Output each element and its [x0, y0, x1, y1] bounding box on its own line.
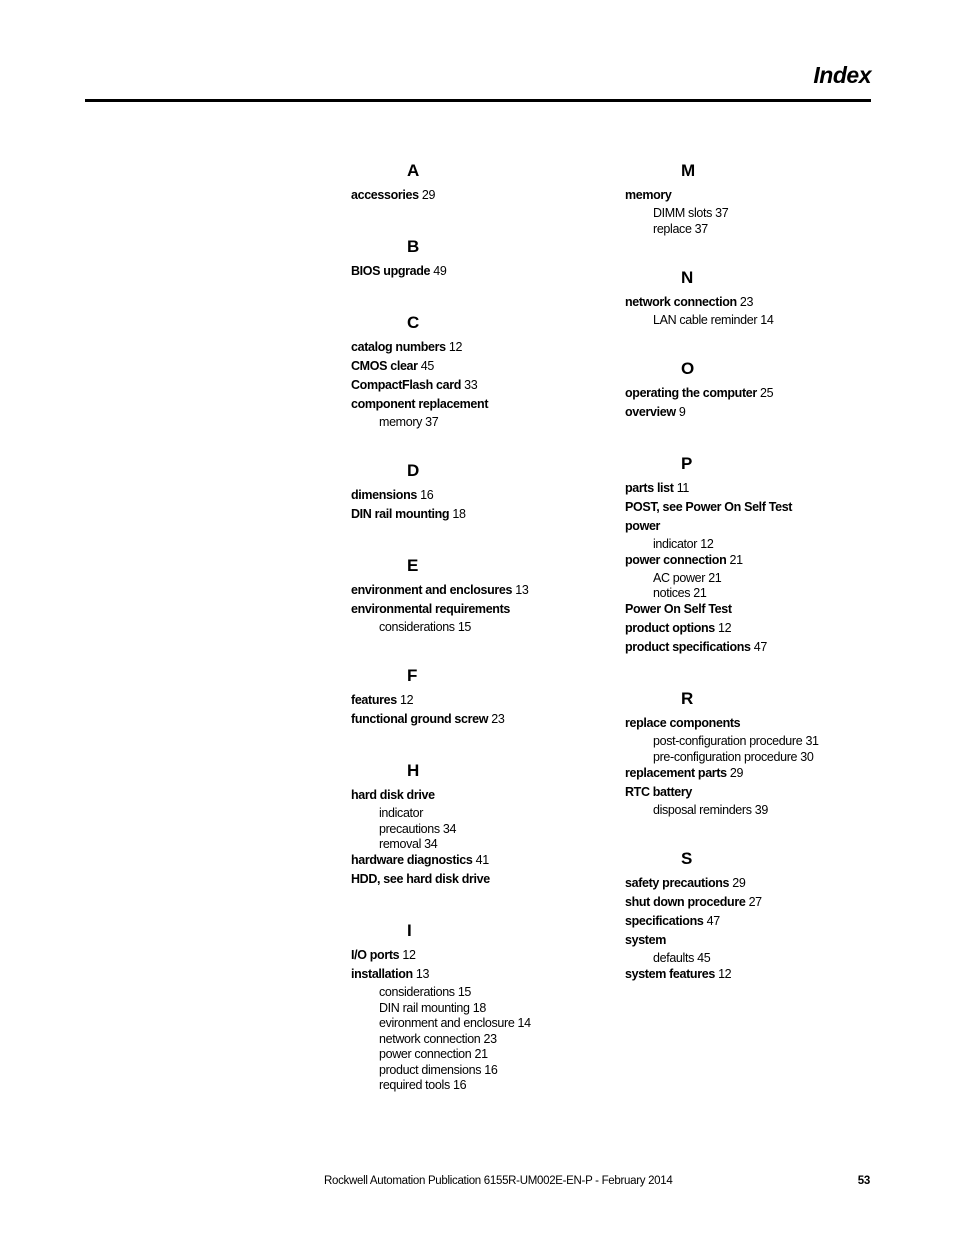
index-term: CompactFlash card [351, 378, 462, 392]
index-subentry: power connection 21 [379, 1047, 488, 1061]
index-page: 25 [756, 385, 774, 400]
index-page: 23 [488, 712, 505, 726]
index-entry [351, 360, 434, 373]
index-term: product options [625, 621, 715, 635]
index-entry [351, 789, 435, 802]
index-entry [351, 189, 435, 202]
index-entry [625, 482, 689, 495]
index-entry [625, 767, 743, 780]
index-page: 45 [417, 359, 434, 373]
index-page: 9 [675, 404, 686, 419]
index-page: 12 [714, 621, 732, 635]
index-term: power [625, 518, 661, 533]
index-term: CMOS clear [351, 359, 418, 373]
section-letter: D [407, 461, 420, 480]
index-entry [351, 968, 429, 981]
index-entry [625, 968, 731, 981]
index-page: 27 [745, 894, 762, 909]
section-letter: B [407, 237, 420, 256]
index-entry [351, 854, 489, 867]
section-letter: E [407, 556, 419, 575]
index-entry [625, 520, 660, 533]
index-subentry: replace 37 [653, 221, 708, 236]
index-page: 47 [703, 913, 720, 928]
section-letter: N [681, 267, 694, 287]
section-letter: S [681, 848, 693, 868]
index-term: system [625, 932, 666, 947]
index-entry [625, 554, 743, 567]
index-term: installation [351, 967, 413, 981]
index-entry [351, 584, 528, 597]
index-term: catalog numbers [351, 340, 446, 354]
index-page: 12 [396, 693, 414, 707]
index-page: 29 [418, 188, 436, 202]
section-letter: H [407, 761, 420, 780]
index-entry [625, 189, 672, 202]
index-term: system features [625, 966, 715, 981]
index-subentry: memory 37 [379, 415, 439, 429]
index-subentry: AC power 21 [653, 570, 722, 585]
index-entry [625, 934, 666, 947]
index-page: 29 [726, 765, 744, 780]
index-entry [625, 387, 773, 400]
index-entry [625, 717, 740, 730]
index-subentry: DIN rail mounting 18 [379, 1000, 486, 1015]
index-subentry: required tools 16 [379, 1078, 467, 1092]
index-term: accessories [351, 188, 419, 202]
page-title: Index [813, 62, 871, 88]
index-term: parts list [625, 480, 674, 495]
index-term: component replacement [351, 397, 489, 411]
index-page: 23 [736, 294, 754, 309]
section-letter: M [681, 161, 696, 180]
index-term: DIN rail mounting [351, 507, 450, 521]
index-term: features [351, 693, 397, 707]
index-entry [625, 915, 720, 928]
section-letter: P [681, 453, 693, 473]
index-entry [625, 501, 792, 514]
index-page: 12 [399, 948, 416, 962]
index-subentry: notices 21 [653, 586, 707, 600]
section-letter: I [407, 921, 412, 940]
index-subentry: indicator 12 [653, 536, 714, 551]
header-rule [85, 99, 871, 102]
footer-page-number: 53 [857, 1175, 870, 1187]
index-term: hardware diagnostics [351, 853, 473, 867]
index-page: 47 [750, 640, 767, 654]
index-page: 21 [726, 552, 743, 567]
index-term: RTC battery [625, 784, 692, 799]
index-term: shut down procedure [625, 894, 746, 909]
index-entry [351, 398, 488, 411]
index-term: product specifications [625, 640, 751, 654]
index-term: functional ground screw [351, 712, 489, 726]
index-term: specifications [625, 913, 704, 928]
index-term: replacement parts [625, 765, 727, 780]
index-term: replace components [625, 716, 741, 730]
index-term: environment and enclosures [351, 583, 513, 597]
index-subentry: removal 34 [379, 837, 438, 851]
index-entry [625, 877, 745, 890]
index-term: HDD, see hard disk drive [351, 872, 490, 886]
index-subentry: product dimensions 16 [379, 1062, 498, 1077]
index-entry [351, 508, 466, 521]
index-page: 12 [714, 966, 732, 981]
index-subentry: indicator [379, 806, 424, 820]
index-entry [625, 896, 762, 909]
index-entry [351, 694, 413, 707]
index-entry [625, 603, 732, 616]
index-subentry: post-configuration procedure 31 [653, 734, 819, 748]
index-page: 41 [472, 853, 489, 867]
index-subentry: disposal reminders 39 [653, 802, 768, 817]
index-term: environmental requirements [351, 602, 511, 616]
section-letter: C [407, 313, 420, 332]
index-entry [351, 379, 477, 392]
index-page: 13 [412, 967, 430, 981]
index-term: Power On Self Test [625, 602, 732, 616]
index-entry [625, 406, 685, 419]
index-term: dimensions [351, 488, 417, 502]
index-entry [625, 786, 692, 799]
index-term: BIOS upgrade [351, 264, 431, 278]
index-entry [351, 341, 462, 354]
index-entry [351, 265, 446, 278]
index-subentry: network connection 23 [379, 1031, 497, 1046]
index-subentry: defaults 45 [653, 950, 711, 965]
index-page: 18 [449, 507, 466, 521]
index-page: 49 [430, 264, 447, 278]
index-term: memory [625, 188, 672, 202]
index-term: POST, see Power On Self Test [625, 499, 793, 514]
index-subentry: considerations 15 [379, 620, 472, 634]
index-subentry: considerations 15 [379, 985, 472, 999]
index-subentry: DIMM slots 37 [653, 206, 729, 220]
section-letter: O [681, 358, 695, 378]
index-subentry: precautions 34 [379, 821, 457, 836]
index-page: 11 [673, 480, 690, 495]
index-term: operating the computer [625, 385, 757, 400]
footer-publication: Rockwell Automation Publication 6155R-UM002E-EN-P - February 2014 [324, 1175, 673, 1187]
index-term: overview [625, 404, 676, 419]
index-page: 12 [445, 340, 463, 354]
index-page: 29 [729, 875, 746, 890]
index-entry [351, 603, 510, 616]
index-term: safety precautions [625, 875, 730, 890]
index-entry [625, 641, 767, 654]
section-letter: R [681, 689, 694, 708]
index-term: network connection [625, 294, 737, 309]
index-page: 33 [461, 378, 478, 392]
index-subentry: pre-configuration procedure 30 [653, 749, 814, 764]
index-term: I/O ports [351, 948, 400, 962]
index-subentry: evironment and enclosure 14 [379, 1016, 531, 1030]
index-entry [351, 489, 433, 502]
section-letter: F [407, 666, 418, 685]
section-letter: A [407, 161, 420, 180]
index-entry [625, 296, 753, 309]
index-term: hard disk drive [351, 788, 435, 802]
index-entry [351, 713, 504, 726]
index-entry [351, 873, 490, 886]
index-subentry: LAN cable reminder 14 [653, 312, 774, 327]
index-page: 13 [512, 583, 529, 597]
index-term: power connection [625, 552, 727, 567]
index-entry [625, 622, 731, 635]
index-page: 16 [416, 488, 434, 502]
index-entry [351, 949, 416, 962]
